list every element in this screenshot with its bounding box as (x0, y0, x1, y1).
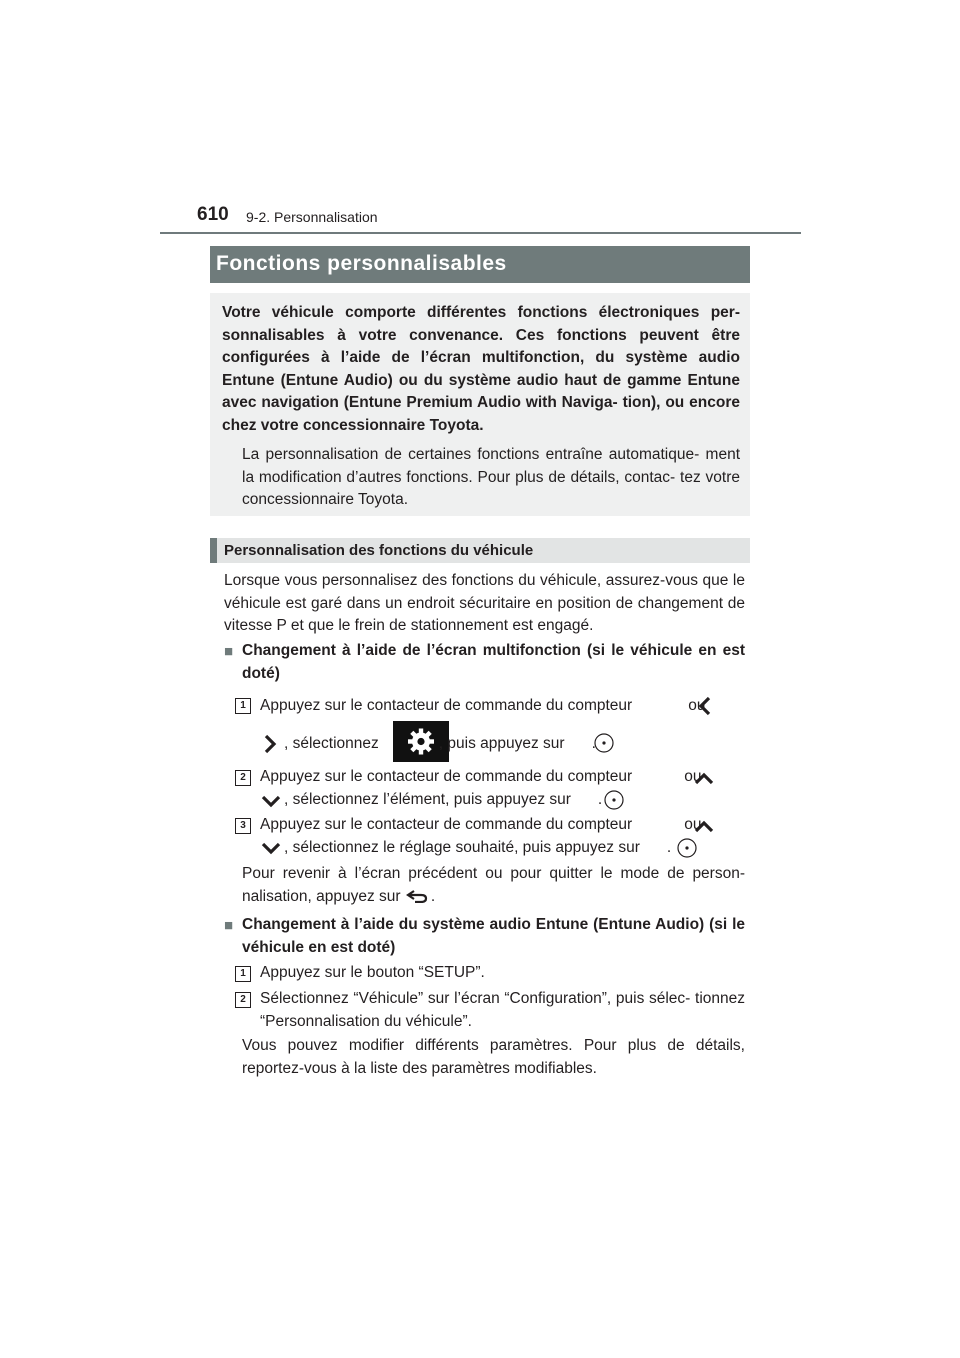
section2-heading: Changement à l’aide du système audio Entune (Entune Audio) (si le véhicule en est doté) (242, 916, 745, 956)
step1-text-line1 (260, 695, 745, 718)
step1-text-a: Appuyez sur le contacteur de commande du compteur (260, 697, 633, 714)
intro-text: Votre véhicule comporte différentes fonctions électroniques per- sonnalisables à votre convenance. Ces fonctions peuvent être configurées à l’aide de l’écran multifonction, du système audio Entune (Entune Audio) ou du système audio haut de gamme Entune avec navigation (Entune Premium Audio with Naviga- tion), ou encore chez votre concessionnaire Toyota. (222, 304, 740, 434)
step-number: 1 (235, 698, 251, 714)
step-number: 2 (235, 770, 251, 786)
step1-text-c: , sélectionnez (284, 735, 379, 752)
step2-text-d: . (597, 791, 603, 808)
bullet-mark: ■ (224, 917, 234, 934)
chevron-right-icon (262, 733, 278, 760)
step3-text-line1 (260, 814, 745, 837)
step-number: 2 (235, 992, 251, 1008)
step3-text-b: ou (684, 816, 702, 833)
intro-note: La personnalisation de certaines fonctions entraîne automatique- ment la modification d’autres fonctions. Pour plus de détails, contac- tez votre concessionnaire Toyota. (242, 446, 740, 509)
step2-text-b: ou (684, 768, 702, 785)
step1-text-e: . (591, 735, 596, 752)
section1-heading: Changement à l’aide de l’écran multifonction (si le véhicule en est doté) (242, 642, 745, 682)
section2-step2-text: Sélectionnez “Véhicule” sur l’écran “Configuration”, puis sélec- tionnez “Personnalisation du véhicule”. (260, 990, 745, 1030)
section-label: 9-2. Personnalisation (246, 209, 378, 225)
return-note (242, 863, 745, 908)
header-rule (160, 232, 801, 234)
back-arrow-icon (405, 888, 431, 902)
step2-text-line1 (260, 766, 745, 789)
page-number: 610 (197, 204, 229, 225)
step2-text-line2 (284, 789, 684, 812)
section2-note: Vous pouvez modifier différents paramètres. Pour plus de détails, reportez-vous à la liste des paramètres modifiables. (242, 1037, 745, 1077)
step3-text-a: Appuyez sur le contacteur de commande du compteur (260, 816, 633, 833)
subsection-accent (210, 538, 217, 563)
bullet-mark: ■ (224, 643, 234, 660)
page-title: Fonctions personnalisables (216, 252, 507, 275)
step3-text-line2 (284, 837, 724, 860)
section2-step1-text: Appuyez sur le bouton “SETUP”. (260, 964, 485, 981)
step1-text-line2 (284, 733, 684, 756)
subsection-title: Personnalisation des fonctions du véhicule (224, 542, 534, 559)
step1-text-d: , puis appuyez sur (438, 735, 565, 752)
chevron-down-icon (260, 841, 282, 860)
chevron-down-icon (260, 794, 282, 813)
step2-text-c: , sélectionnez l’élément, puis appuyez sur (284, 791, 571, 808)
lead-paragraph: Lorsque vous personnalisez des fonctions du véhicule, assurez-vous que le véhicule est garé dans un endroit sécuritaire en position de changement de vitesse P et que le frein de stationnement est engagé. (224, 572, 745, 635)
return-note-end: . (430, 887, 436, 905)
return-note-text: Pour revenir à l’écran précédent ou pour quitter le mode de person- nalisation, appuyez sur (242, 865, 745, 905)
step1-text-b: ou (688, 697, 706, 714)
step3-text-c: , sélectionnez le réglage souhaité, puis appuyez sur (284, 839, 640, 856)
step-number: 1 (235, 966, 251, 982)
step-number: 3 (235, 818, 251, 834)
step3-text-d: . (666, 839, 672, 856)
step2-text-a: Appuyez sur le contacteur de commande du compteur (260, 768, 633, 785)
